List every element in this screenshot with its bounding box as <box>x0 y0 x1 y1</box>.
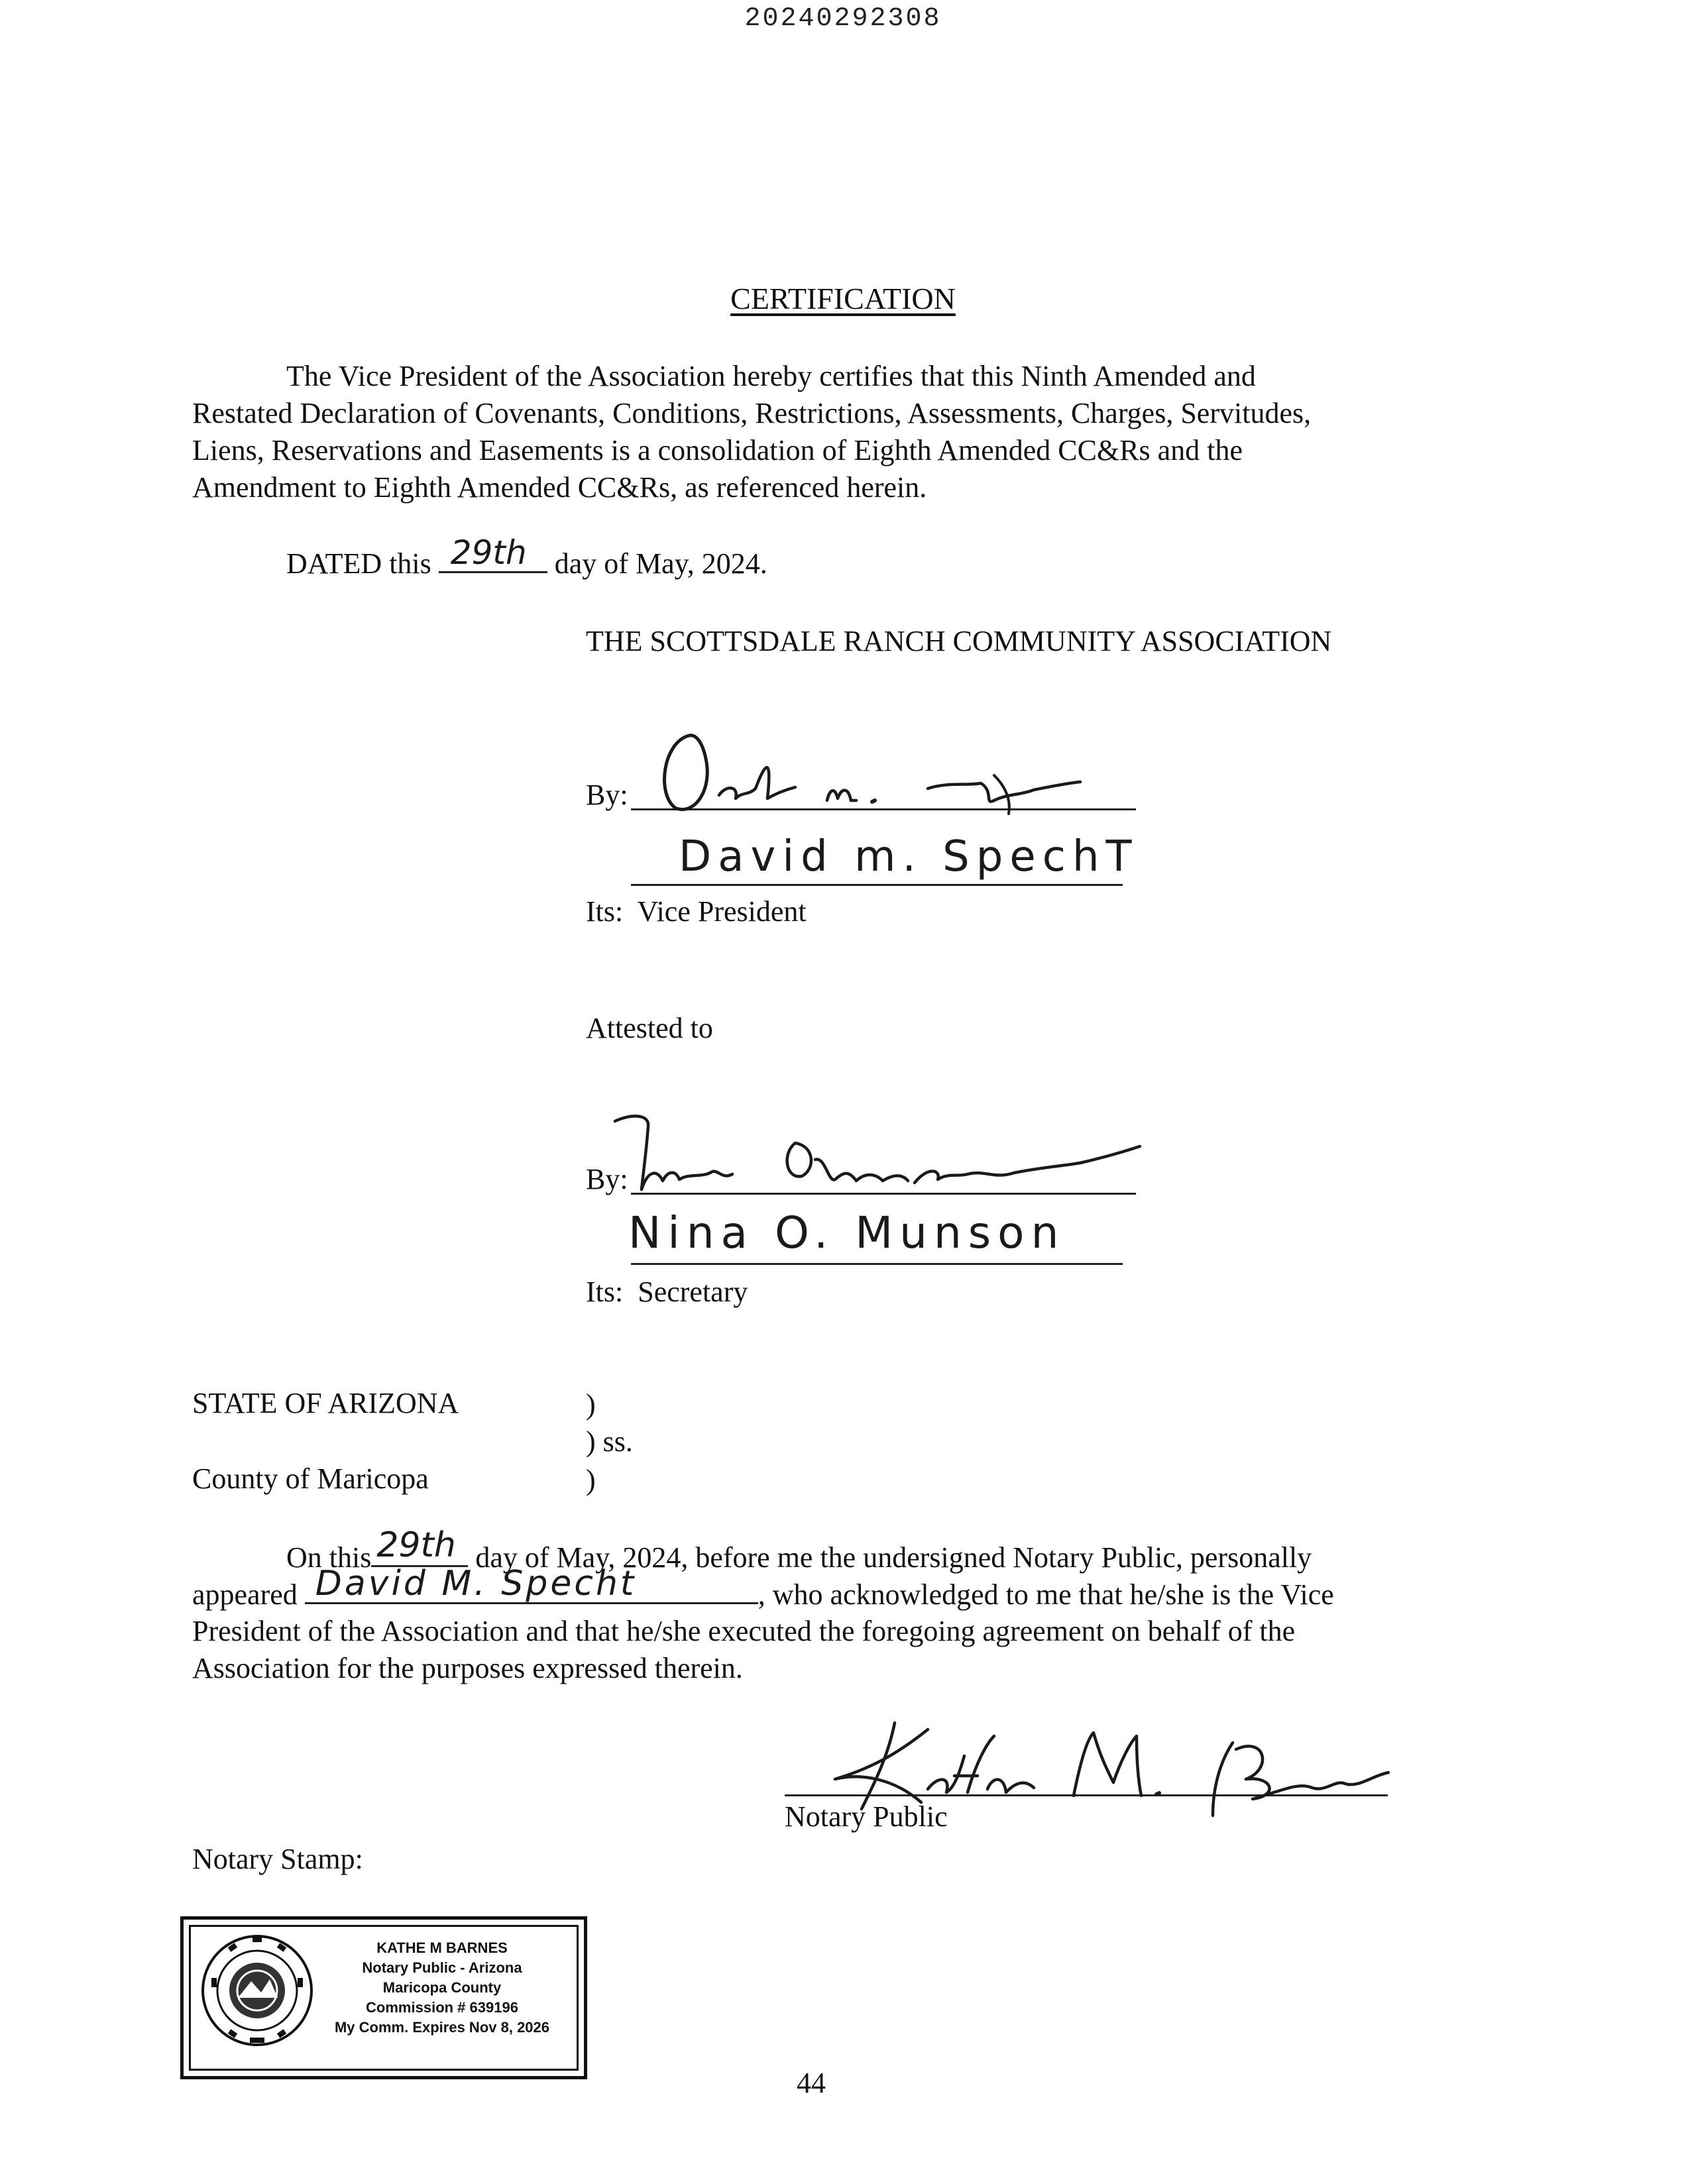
recording-number: 20240292308 <box>744 4 942 34</box>
page-title: CERTIFICATION <box>730 282 956 315</box>
stamp-notary-name: KATHE M BARNES <box>376 1939 508 1956</box>
stamp-expiration: My Comm. Expires Nov 8, 2026 <box>334 2019 550 2036</box>
stamp-county: Maricopa County <box>382 1979 502 1996</box>
certification-line-2: Restated Declaration of Covenants, Conditions, Restrictions, Assessments, Charges, Servitudes, <box>192 397 1312 429</box>
dated-prefix: DATED this <box>286 547 431 580</box>
vp-its-line <box>586 893 807 930</box>
secretary-title: Secretary <box>638 1276 748 1308</box>
notary-stamp <box>180 1916 587 2079</box>
vp-signature <box>649 722 1087 822</box>
vp-printed-name-line <box>631 884 1123 886</box>
venue-paren-1: ) <box>586 1388 596 1421</box>
secretary-signature <box>596 1107 1166 1199</box>
dated-line <box>286 533 767 582</box>
vp-its-label: Its: <box>586 895 624 928</box>
ack-name-blank <box>305 1564 758 1604</box>
ack-day-blank <box>371 1525 468 1567</box>
attested-label: Attested to <box>586 1012 713 1044</box>
ack-appeared: appeared <box>192 1578 298 1611</box>
secretary-its-label: Its: <box>586 1276 624 1308</box>
ack-name-handwritten: David M. Specht <box>315 1564 637 1604</box>
notary-public-label: Notary Public <box>785 1800 948 1833</box>
vp-by-label: By: <box>586 779 628 811</box>
notary-stamp-text <box>323 1938 561 2038</box>
ack-prefix: On this <box>286 1541 372 1574</box>
ack-day-handwritten: 29th <box>376 1525 456 1565</box>
venue-county: County of Maricopa <box>192 1462 429 1495</box>
ack-line2-suffix: , who acknowledged to me that he/she is the Vice <box>758 1578 1334 1611</box>
acknowledgment-line-2 <box>192 1564 1334 1613</box>
notary-stamp-label: Notary Stamp: <box>192 1843 363 1875</box>
certification-line-3: Liens, Reservations and Easements is a consolidation of Eighth Amended CC&Rs and the <box>192 434 1243 466</box>
stamp-notary-title: Notary Public - Arizona <box>362 1959 522 1976</box>
venue-ss: ) ss. <box>586 1425 633 1458</box>
secretary-its-line <box>586 1274 748 1311</box>
secretary-by-label: By: <box>586 1163 628 1195</box>
certification-line-1: The Vice President of the Association hereby certifies that this Ninth Amended and <box>286 360 1256 392</box>
dated-day-blank <box>439 533 547 573</box>
vp-printed-name-handwritten: David m. SpechT <box>679 832 1139 881</box>
stamp-commission-number: Commission # 639196 <box>366 1999 518 2016</box>
dated-suffix: day of May, 2024. <box>554 547 767 580</box>
secretary-printed-name-handwritten: Nina O. Munson <box>628 1207 1066 1258</box>
acknowledgment-line-3: President of the Association and that he/she executed the foregoing agreement on behalf of the <box>192 1615 1296 1647</box>
arizona-state-seal <box>198 1932 316 2049</box>
venue-paren-3: ) <box>586 1464 596 1496</box>
acknowledgment-line-4: Association for the purposes expressed therein. <box>192 1652 743 1684</box>
secretary-printed-name-line <box>631 1263 1123 1265</box>
dated-day-handwritten: 29th <box>450 533 527 572</box>
association-name: THE SCOTTSDALE RANCH COMMUNITY ASSOCIATION <box>586 625 1332 657</box>
page-number: 44 <box>797 2067 826 2099</box>
ack-suffix: day of May, 2024, before me the undersigned Notary Public, personally <box>475 1541 1312 1574</box>
vp-title: Vice President <box>637 895 807 928</box>
certification-line-4: Amendment to Eighth Amended CC&Rs, as referenced herein. <box>192 471 927 504</box>
venue-state: STATE OF ARIZONA <box>192 1387 459 1419</box>
